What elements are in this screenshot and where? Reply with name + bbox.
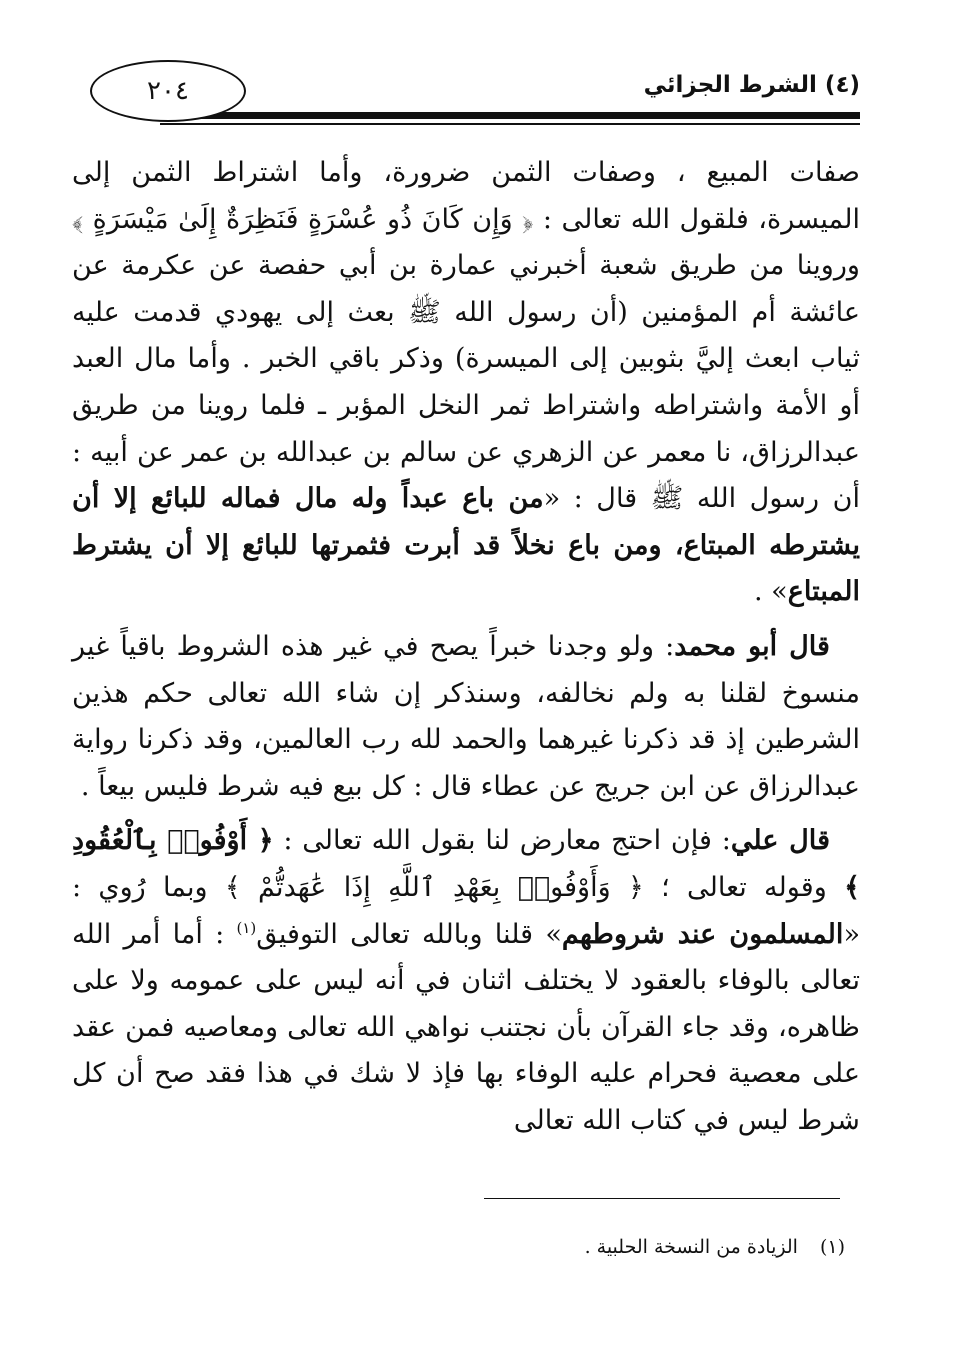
footnote: [585, 1236, 845, 1258]
paragraph-2: [72, 624, 860, 810]
text-segment: : ولو وجدنا خبراً يصح في غير هذه الشروط باقياً غير منسوخ لقلنا به ولم نخالفه، وسنذكر إن شاء الله تعالى حكم هذين الشرطين إذ قد ذكرنا غيرهما والحمد لله رب العالمين، وقد ذكرنا رواية عبدالرزاق عن ابن جريج عن عطاء قال : كل بيع فيه شرط فليس بيعاً .: [72, 630, 860, 802]
footnote-text: الزيادة من النسخة الحلبية .: [584, 1236, 798, 1258]
text-segment: : أما أمر الله تعالى بالوفاء بالعقود لا يختلف اثنان في أنه ليس على عمومه ولا على ظاهره، وقد جاء القرآن بأن نجتنب نواهي الله تعالى ومعاصيه فمن عقد على معصية فحرام عليه الوفاء بها فإذ لا شك في هذا فقد صح أن كل شرط ليس في كتاب الله تعالى: [72, 918, 860, 1136]
running-title: (٤) الشرط الجزائي: [643, 72, 860, 98]
paragraph-1: [72, 150, 860, 616]
footnote-marker: (١): [819, 1236, 845, 1258]
quran-quote-bold: ﴿ أَوْفُوا۟ بِٱلْعُقُودِ ﴾: [72, 825, 860, 903]
paragraph-3: [72, 818, 860, 1144]
speaker-label: قال علي: [730, 825, 831, 857]
page-number-oval: [90, 60, 246, 122]
text-segment: : فإن احتج معارض لنا بقول الله تعالى :: [273, 825, 731, 857]
text-segment: صفات المبيع ، وصفات الثمن ضرورة، وأما اشتراط الثمن إلى الميسرة، فلقول الله تعالى : ﴿ وَإِن كَانَ ذُو عُسْرَةٍ فَنَظِرَةٌ إِلَىٰ مَيْسَرَةٍ ﴾ وروينا من طريق شعبة أخبرني عمارة بن أبي حفصة عن عكرمة عن عائشة أم المؤمنين (أن رسول الله ﷺ بعث إلى يهودي قدمت عليه ثياب ابعث إليَّ بثوبين إلى الميسرة) وذكر باقي الخبر . وأما مال العبد أو الأمة واشتراطه واشتراط ثمر النخل المؤبر ـ فلما روينا من طريق عبدالرزاق، نا معمر عن الزهري عن سالم بن عبدالله بن عمر عن أبيه : أن رسول الله ﷺ قال : «: [72, 157, 861, 515]
body-text: [72, 150, 860, 1144]
page-header: [70, 60, 860, 130]
speaker-label: قال أبو محمد: [674, 630, 830, 662]
header-rule-thick: [160, 112, 860, 119]
header-rule-thin: [160, 123, 860, 125]
text-segment: وقوله تعالى ؛ ﴿ وَأَوْفُوا۟ بِعَهْدِ ٱللَّهِ إِذَا عَٰهَدتُّمْ ﴾ وبما رُوي : «: [72, 871, 861, 950]
text-segment: » .: [753, 576, 788, 608]
footnote-reference[interactable]: (١): [236, 918, 257, 937]
footnote-rule: [484, 1198, 840, 1199]
text-segment-bold: من باع عبداً وله مال فماله للبائع إلا أن يشترطه المبتاع، ومن باع نخلاً قد أبرت فثمرتها للبائع إلا أن يشترط المبتاع: [72, 483, 860, 608]
hadith-quote-bold: المسلمون عند شروطهم: [561, 918, 844, 950]
text-segment: » قلنا وبالله تعالى التوفيق: [256, 918, 562, 950]
page-number: ٢٠٤: [147, 76, 189, 106]
